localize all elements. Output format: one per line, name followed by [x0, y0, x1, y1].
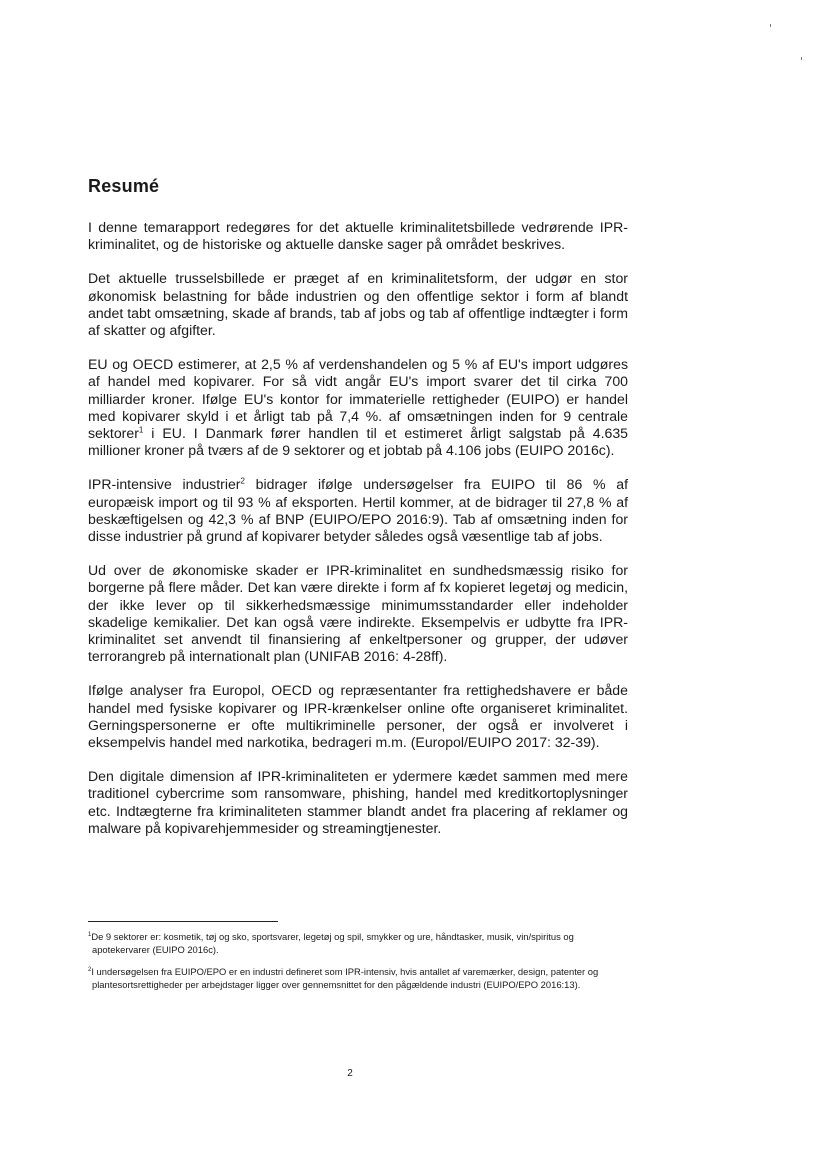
- page-title: Resumé: [88, 176, 160, 196]
- footnote-reference: 1: [138, 425, 144, 435]
- paragraph-ipr-industries: [88, 476, 628, 545]
- paragraph-threat-picture: Det aktuelle trusselsbillede er præget af en kriminalitetsform, der udgør en stor økonomisk belastning for både industrien og den offentlige sektor i form af blandt andet tabt omsætning, skade af brands, tab af jobs og tab af offentlige indtægter i form af skatter og afgifter.: [88, 270, 628, 339]
- footnote-reference: 2: [240, 476, 245, 486]
- footnotes: [88, 930, 628, 1000]
- footnote-text: I undersøgelsen fra EUIPO/EPO er en industri defineret som IPR-intensiv, hvis antallet af varemærker, design, patenter og plantesortsrettigheder per arbejdstager ligger over gennemsnittet for den pågældende industri (EUIPO/EPO 2016:13).: [91, 966, 599, 990]
- footnote-divider: [88, 921, 278, 922]
- paragraph-text: i EU. I Danmark fører handlen til et estimeret årligt salgstab på 4.635 millioner kroner på tværs af de 9 sektorer og et jobtab på 4.106 jobs (EUIPO 2016c).: [88, 425, 628, 459]
- footnote-number: 1: [88, 931, 92, 938]
- footnote-1: [88, 930, 628, 956]
- paragraph-digital-dimension: Den digitale dimension af IPR-kriminaliteten er ydermere kædet sammen med mere traditionel cybercrime som ransomware, phishing, handel med kreditkortoplysninger etc. Indtægterne fra kriminaliteten stammer blandt andet fra placering af reklamer og malware på kopivarehjemmesider og streamingtjenester.: [88, 768, 628, 836]
- paragraph-eu-oecd-estimates: [88, 356, 628, 459]
- paragraph-text: bidrager ifølge undersøgelser fra EUIPO til 86 % af europæisk import og til 93 % af eksporten. Hertil kommer, at de bidrager til 27,8 % af beskæftigelsen og 42,3 % af BNP (EUIPO/EPO 2016:9). Tab af omsætning inden for disse industrier på grund af kopivarer betyder således også væsentlige tab af jobs.: [88, 476, 628, 545]
- document-body: [88, 176, 628, 854]
- scan-speck: [801, 57, 802, 60]
- scan-speck: [770, 24, 771, 27]
- paragraph-text: EU og OECD estimerer, at 2,5 % af verdenshandelen og 5 % af EU's import udgøres af handel med kopivarer. For så vidt angår EU's import svarer det til cirka 700 milliarder kroner. Ifølge EU's kontor for immaterielle rettigheder (EUIPO) er handel med kopivarer skyld i et årligt tab på 7,4 %. af omsætningen inden for 9 centrale sektorer: [88, 356, 628, 442]
- paragraph-text: IPR-intensive industrier: [88, 476, 241, 493]
- footnote-text: De 9 sektorer er: kosmetik, tøj og sko, sportsvarer, legetøj og spil, smykker og ure, håndtasker, musik, vin/spiritus og apotekervarer (EUIPO 2016c).: [91, 931, 574, 955]
- page-number: 2: [347, 1068, 353, 1079]
- paragraph-intro: I denne temarapport redegøres for det aktuelle kriminalitetsbillede vedrørende IPR-kriminalitet, og de historiske og aktuelle danske sager på området beskrives.: [88, 219, 628, 253]
- footnote-2: [88, 965, 628, 991]
- paragraph-health-risk: Ud over de økonomiske skader er IPR-kriminalitet en sundhedsmæssig risiko for borgerne på flere måder. Det kan være direkte i form af fx kopieret legetøj og medicin, der ikke lever op til sikkerhedsmæssige minimumsstandarder eller indeholder skadelige kemikalier. Det kan også være indirekte. Eksempelvis er udbytte fra IPR-kriminalitet set anvendt til finansiering af enkeltpersoner og grupper, der udøver terrorangreb på internationalt plan (UNIFAB 2016: 4-28ff).: [88, 562, 628, 665]
- footnote-number: 2: [88, 966, 92, 973]
- paragraph-organised-crime: Ifølge analyser fra Europol, OECD og repræsentanter fra rettighedshavere er både handel med fysiske kopivarer og IPR-krænkelser online ofte organiseret kriminalitet. Gerningspersonerne er ofte multikriminelle personer, der også er involveret i eksempelvis handel med narkotika, bedrageri m.m. (Europol/EUIPO 2017: 32-39).: [88, 682, 628, 751]
